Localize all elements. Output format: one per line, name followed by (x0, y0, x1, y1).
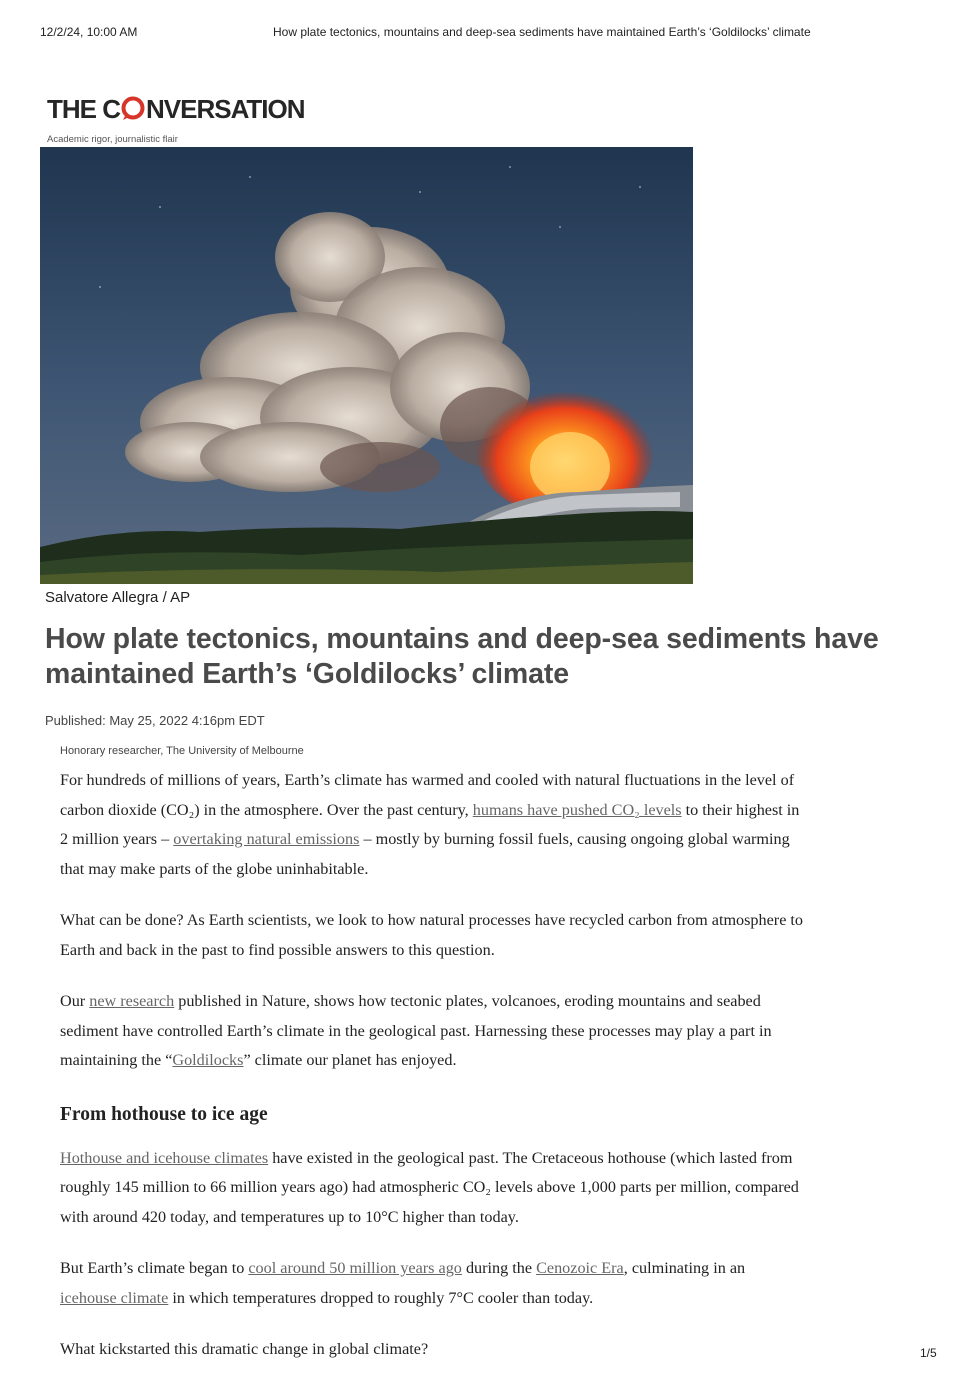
author-affiliation: Honorary researcher, The University of Melbourne (60, 745, 304, 757)
paragraph-4: Hothouse and icehouse climates have existed in the geological past. The Cretaceous hothouse (which lasted from roughly 145 million to 66 million years ago) had atmospheric CO₂ levels above 1,000 parts per million, compared with around 420 today, and temperatures up to 10°C higher than today. (60, 1148, 799, 1226)
site-logo[interactable] (47, 94, 305, 124)
article-headline: How plate tectonics, mountains and deep-sea sediments have maintained Earth’s ‘Goldilocks’ climate (45, 623, 879, 690)
image-caption: Salvatore Allegra / AP (45, 589, 191, 606)
article-body (60, 766, 805, 1387)
link-cenozoic-era[interactable]: Cenozoic Era (536, 1259, 624, 1277)
print-date: 12/2/24, 10:00 AM (40, 25, 138, 39)
print-title: How plate tectonics, mountains and deep-sea sediments have maintained Earth’s ‘Goldilocks’ climate (273, 25, 811, 39)
link-cool-around-50-million[interactable]: cool around 50 million years ago (248, 1259, 462, 1277)
link-humans-pushed-co2[interactable]: humans have pushed CO₂ levels (472, 800, 682, 819)
section-heading: From hothouse to ice age (60, 1103, 268, 1125)
page-number: 1/5 (920, 1346, 937, 1360)
link-hothouse-icehouse[interactable]: Hothouse and icehouse climates (60, 1148, 269, 1167)
speech-bubble-icon (120, 96, 146, 122)
hero-image (40, 147, 693, 584)
link-new-research[interactable]: new research (89, 992, 175, 1010)
logo-text-end: NVERSATION (146, 93, 305, 124)
logo-text-start: THE C (47, 93, 120, 124)
paragraph-2: What can be done? As Earth scientists, we look to how natural processes have recycled carbon from atmosphere to Earth and back in the past to find possible answers to this question. (60, 911, 804, 959)
paragraph-1: For hundreds of millions of years, Earth’s climate has warmed and cooled with natural fluctuations in the level of carbon dioxide (CO₂) in the atmosphere. Over the past century, humans have pushed CO₂ levels to their highest in 2 million years – overtaking natural emissions – mostly by burning fossil fuels, causing ongoing global warming that may make parts of the globe uninhabitable. (60, 771, 800, 878)
paragraph-6: What kickstarted this dramatic change in global climate? (60, 1340, 429, 1358)
paragraph-5: But Earth’s climate began to cool around 50 million years ago during the Cenozoic Era, culminating in an icehouse climate in which temperatures dropped to roughly 7°C cooler than today. (60, 1259, 746, 1307)
paragraph-3: Our new research published in Nature, shows how tectonic plates, volcanoes, eroding mountains and seabed sediment have controlled Earth’s climate in the geological past. Harnessing these processes may play a part in maintaining the “Goldilocks” climate our planet has enjoyed. (60, 992, 772, 1069)
volcano-eruption-photo-icon (40, 147, 693, 584)
tagline: Academic rigor, journalistic flair (47, 134, 178, 145)
published-date: Published: May 25, 2022 4:16pm EDT (45, 713, 265, 728)
link-overtaking-emissions[interactable]: overtaking natural emissions (173, 830, 360, 848)
link-icehouse-climate[interactable]: icehouse climate (60, 1288, 169, 1307)
link-goldilocks[interactable]: Goldilocks (172, 1051, 244, 1069)
